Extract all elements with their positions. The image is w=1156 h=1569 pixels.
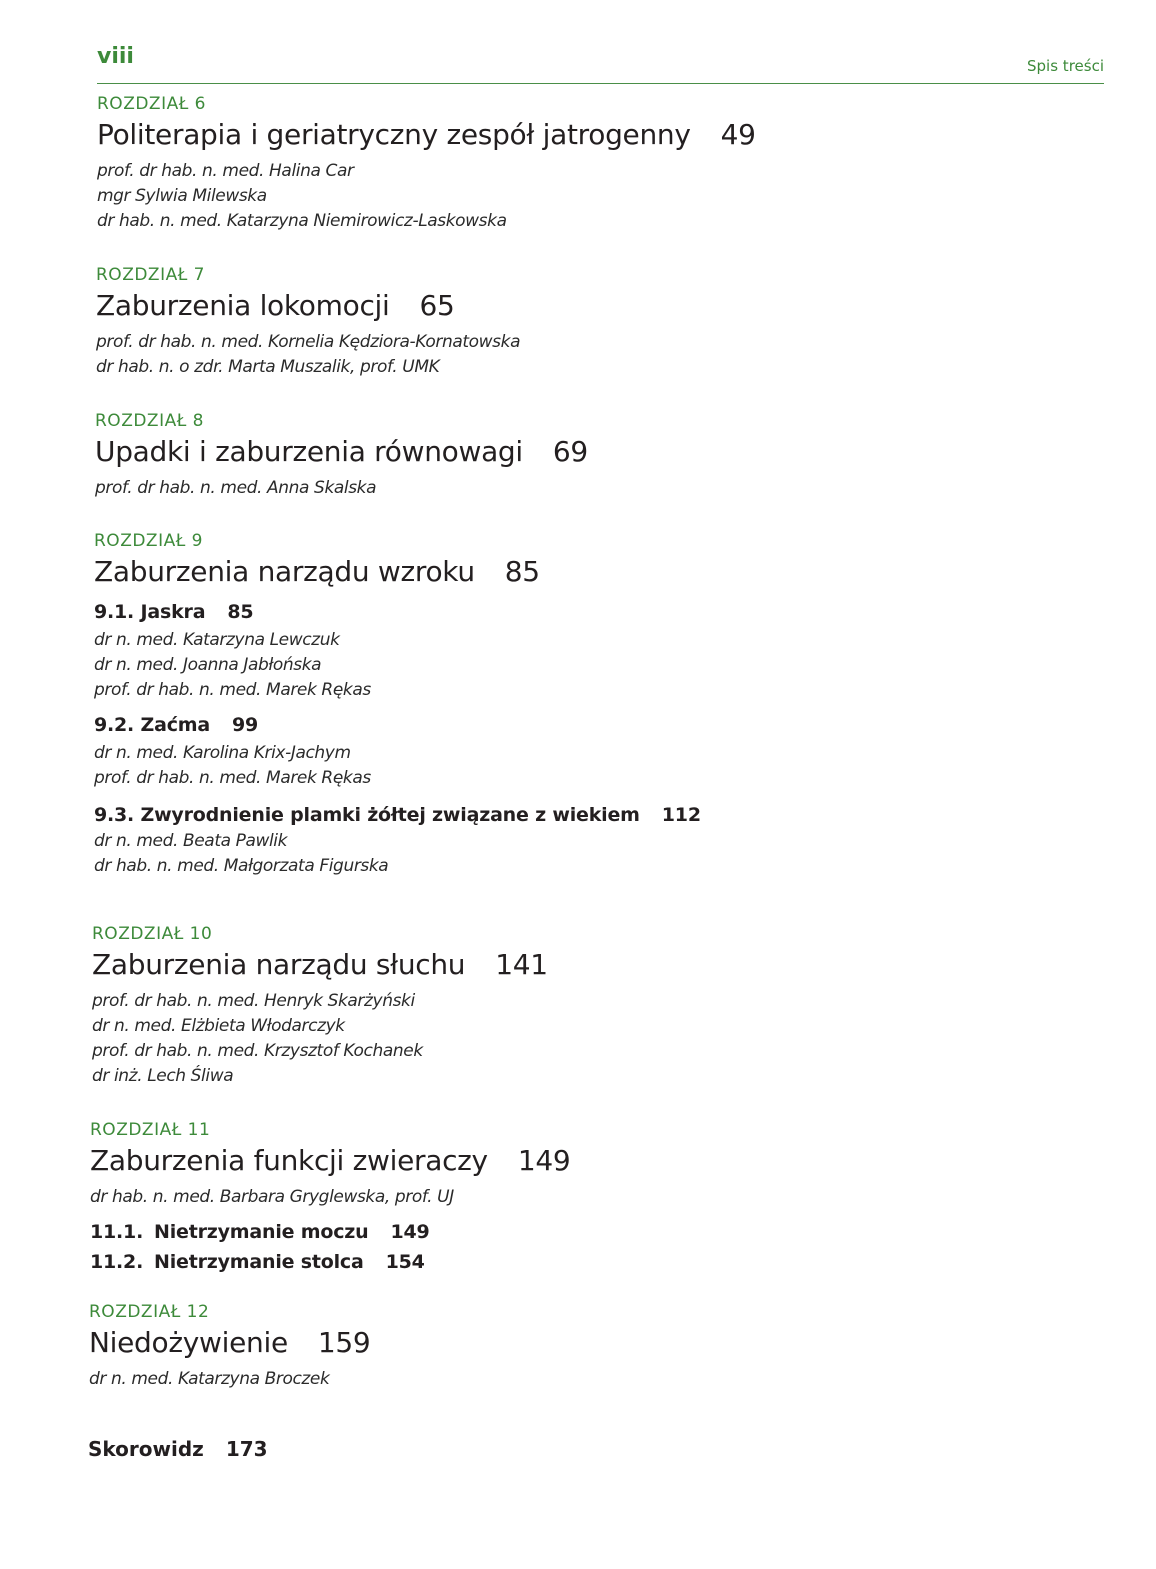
subsection-title-text: Jaskra [140,601,206,623]
chapter-6 [97,93,756,234]
chapter-page: 65 [419,289,455,322]
chapter-page: 49 [720,118,756,151]
chapter-page: 159 [317,1326,371,1359]
author: dr n. med. Beata Pawlik [94,831,288,851]
chapter-title-text: Politerapia i geriatryczny zespół jatrogenny [97,118,691,151]
chapter-label: ROZDZIAŁ 7 [96,265,205,285]
subsection-9-1 [94,598,701,703]
author: prof. dr hab. n. med. Halina Car [97,161,354,181]
author-list [94,829,701,879]
subsection-page: 112 [661,804,701,826]
chapter-11 [90,1119,570,1276]
chapter-page: 85 [504,555,540,588]
chapter-12 [89,1301,370,1392]
header-rule [97,83,1104,84]
index-entry[interactable] [88,1437,268,1461]
author: dr n. med. Katarzyna Broczek [89,1369,330,1389]
subsection-title[interactable] [94,801,701,829]
subsection-title[interactable] [90,1248,570,1276]
chapter-page: 141 [495,948,548,981]
chapter-label: ROZDZIAŁ 8 [95,411,204,431]
subsection-page: 99 [231,714,259,736]
chapter-title[interactable] [89,1325,370,1361]
chapter-title-text: Zaburzenia narządu wzroku [94,555,475,588]
author: dr hab. n. med. Katarzyna Niemirowicz-Laskowska [97,211,507,231]
subsection-number: 9.2. [94,714,135,736]
chapter-title[interactable] [96,288,520,324]
chapter-title[interactable] [95,434,588,470]
author: dr inż. Lech Śliwa [92,1066,234,1086]
author: prof. dr hab. n. med. Henryk Skarżyński [92,991,415,1011]
chapter-label: ROZDZIAŁ 6 [97,94,206,114]
author: prof. dr hab. n. med. Anna Skalska [95,478,377,498]
chapter-title[interactable] [97,117,756,153]
author: prof. dr hab. n. med. Marek Rękas [94,680,371,700]
author: prof. dr hab. n. med. Kornelia Kędziora-Kornatowska [96,332,521,352]
author-list [90,1185,570,1210]
chapter-title[interactable] [90,1143,570,1179]
author-list [96,330,520,380]
chapter-title-text: Zaburzenia narządu słuchu [92,948,466,981]
chapter-title-text: Zaburzenia funkcji zwieraczy [90,1144,488,1177]
index-title: Skorowidz [88,1437,204,1461]
chapter-10 [92,923,548,1089]
subsection-number: 11.1. [90,1221,144,1243]
author: prof. dr hab. n. med. Marek Rękas [94,768,371,788]
subsection-9-3 [94,801,701,879]
chapter-title-text: Niedożywienie [89,1326,288,1359]
chapter-label: ROZDZIAŁ 10 [92,924,213,944]
subsection-title-text: Zwyrodnienie plamki żółtej związane z wiekiem [140,804,640,826]
page-number: viii [97,44,134,69]
author-list [89,1367,370,1392]
chapter-title-text: Zaburzenia lokomocji [96,289,390,322]
author: dr hab. n. med. Małgorzata Figurska [94,856,389,876]
subsection-number: 9.1. [94,601,135,623]
chapter-page: 149 [517,1144,571,1177]
author-list [97,159,756,234]
author-list [94,741,701,791]
index-page: 173 [225,1437,268,1461]
subsection-number: 9.3. [94,804,135,826]
subsection-title-text: Nietrzymanie moczu [154,1221,369,1243]
chapter-label: ROZDZIAŁ 9 [94,531,203,551]
author: dr n. med. Katarzyna Lewczuk [94,630,340,650]
chapter-9 [94,530,701,879]
chapter-title[interactable] [94,554,701,590]
subsection-page: 149 [390,1221,430,1243]
running-head: Spis treści [1027,57,1104,75]
subsection-number: 11.2. [90,1251,144,1273]
chapter-label: ROZDZIAŁ 11 [90,1120,211,1140]
subsection-page: 154 [385,1251,425,1273]
author-list [92,989,548,1089]
author: dr hab. n. o zdr. Marta Muszalik, prof. UMK [96,357,440,377]
author: mgr Sylwia Milewska [97,186,267,206]
author: dr hab. n. med. Barbara Gryglewska, prof. UJ [90,1187,454,1207]
subsection-11-1 [90,1218,570,1246]
subsection-page: 85 [227,601,254,623]
chapter-title-text: Upadki i zaburzenia równowagi [95,435,523,468]
chapter-label: ROZDZIAŁ 12 [89,1302,210,1322]
author: dr n. med. Joanna Jabłońska [94,655,322,675]
subsection-title[interactable] [94,711,701,739]
chapter-7 [96,264,520,380]
subsection-title[interactable] [90,1218,570,1246]
chapter-8 [95,410,588,501]
subsection-11-2 [90,1248,570,1276]
author: prof. dr hab. n. med. Krzysztof Kochanek [92,1041,423,1061]
subsection-title[interactable] [94,598,701,626]
chapter-page: 69 [552,435,588,468]
author-list [95,476,588,501]
author: dr n. med. Karolina Krix-Jachym [94,743,351,763]
subsection-9-2 [94,711,701,791]
author-list [94,628,701,703]
author: dr n. med. Elżbieta Włodarczyk [92,1016,345,1036]
chapter-title[interactable] [92,947,548,983]
subsection-title-text: Zaćma [140,714,210,736]
subsection-title-text: Nietrzymanie stolca [154,1251,364,1273]
